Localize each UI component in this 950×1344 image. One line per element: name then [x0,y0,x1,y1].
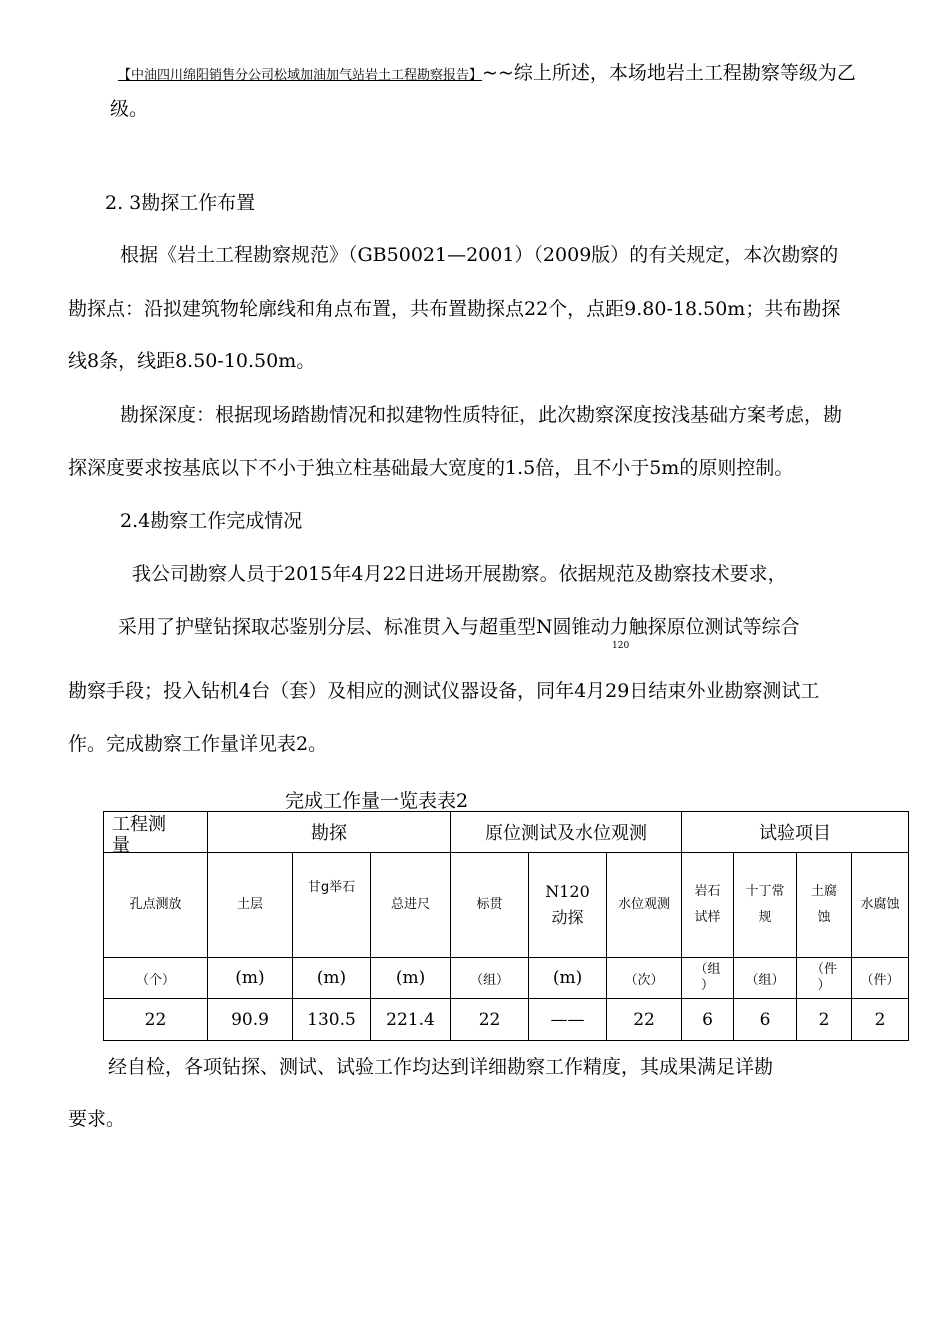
value-cell: —— [529,999,607,1041]
table-group-header-row [104,812,909,853]
value-cell: 22 [104,999,208,1041]
subheader-cell: N120 动探 [529,853,607,958]
header-marks: ~~ [482,62,514,84]
subheader-cell: 孔点测放 [104,853,208,958]
unit-cell: （组） [734,958,797,999]
subheader-cell: 总进尺 [371,853,451,958]
unit-cell: （组 ） [682,958,734,999]
unit-cell: (m) [208,958,293,999]
unit-cell: (m) [371,958,451,999]
subheader-cell: 水位观测 [607,853,682,958]
subscript-120: 120 [612,641,630,651]
header-test-group: 试验项目 [682,812,909,853]
section-2-4-heading: 2.4勘察工作完成情况 [120,510,303,532]
value-cell: 22 [607,999,682,1041]
value-cell: 6 [682,999,734,1041]
conclusion-line: 经自检，各项钻探、测试、试验工作均达到详细勘察工作精度，其成果满足详勘 [108,1056,774,1078]
unit-cell: （件 ） [797,958,852,999]
header-line [118,58,856,85]
subheader-cell: 十丁常 规 [734,853,797,958]
table-units-row [104,958,909,999]
subheader-cell: 岩石 试样 [682,853,734,958]
table-caption: 完成工作量一览表表2 [285,790,469,812]
paragraph-line: 勘探深度：根据现场踏勘情况和拟建物性质特征，此次勘察深度按浅基础方案考虑，勘 [120,404,843,426]
subheader-cell: 土层 [208,853,293,958]
report-link[interactable]: 【中油四川绵阳销售分公司松域加油加气站岩土工程勘察报告】 [118,68,483,83]
section-2-3-heading: 2. 3勘探工作布置 [105,192,256,214]
paragraph-line: 作。完成勘察工作量详见表2。 [68,733,328,755]
conclusion-line: 要求。 [68,1108,126,1130]
unit-cell: (m) [293,958,371,999]
unit-cell: （次） [607,958,682,999]
paragraph-line: 采用了护壁钻探取芯鉴别分层、标准贯入与超重型N圆锥动力触探原位测试等综合 [118,616,800,638]
paragraph-line: 探深度要求按基底以下不小于独立柱基础最大宽度的1.5倍，且不小于5m的原则控制。 [68,457,794,479]
unit-cell: (m) [529,958,607,999]
unit-cell: （件） [852,958,909,999]
value-cell: 221.4 [371,999,451,1041]
paragraph-line: 根据《岩土工程勘察规范》（GB50021—2001）（2009版）的有关规定，本次勘察的 [120,244,839,266]
unit-cell: （个） [104,958,208,999]
subheader-cell: 甘g举石 [293,853,371,958]
value-cell: 22 [451,999,529,1041]
value-cell: 130.5 [293,999,371,1041]
table-subheader-row [104,853,909,958]
header-exploration-group: 勘探 [208,812,451,853]
header-survey-group [104,812,208,856]
paragraph-line: 勘探点：沿拟建筑物轮廓线和角点布置，共布置勘探点22个，点距9.80-18.50m；共布勘探 [68,298,841,320]
table-row [104,999,909,1041]
value-cell: 2 [797,999,852,1041]
subheader-cell: 土腐 蚀 [797,853,852,958]
paragraph-line: 我公司勘察人员于2015年4月22日进场开展勘察。依据规范及勘察技术要求， [132,563,787,585]
unit-cell: （组） [451,958,529,999]
value-cell: 2 [852,999,909,1041]
value-cell: 6 [734,999,797,1041]
value-cell: 90.9 [208,999,293,1041]
subheader-cell: 水腐蚀 [852,853,909,958]
header-survey-label: 工程测 量 [112,814,166,856]
header-line2: 级。 [110,98,149,120]
work-volume-table [103,811,909,1041]
subheader-cell: 标贯 [451,853,529,958]
header-insitu-group: 原位测试及水位观测 [451,812,682,853]
header-text: 综上所述，本场地岩土工程勘察等级为乙 [513,62,856,84]
paragraph-line: 勘察手段；投入钻机4台（套）及相应的测试仪器设备，同年4月29日结束外业勘察测试工 [68,680,820,702]
paragraph-line: 线8条，线距8.50-10.50m。 [68,350,316,372]
